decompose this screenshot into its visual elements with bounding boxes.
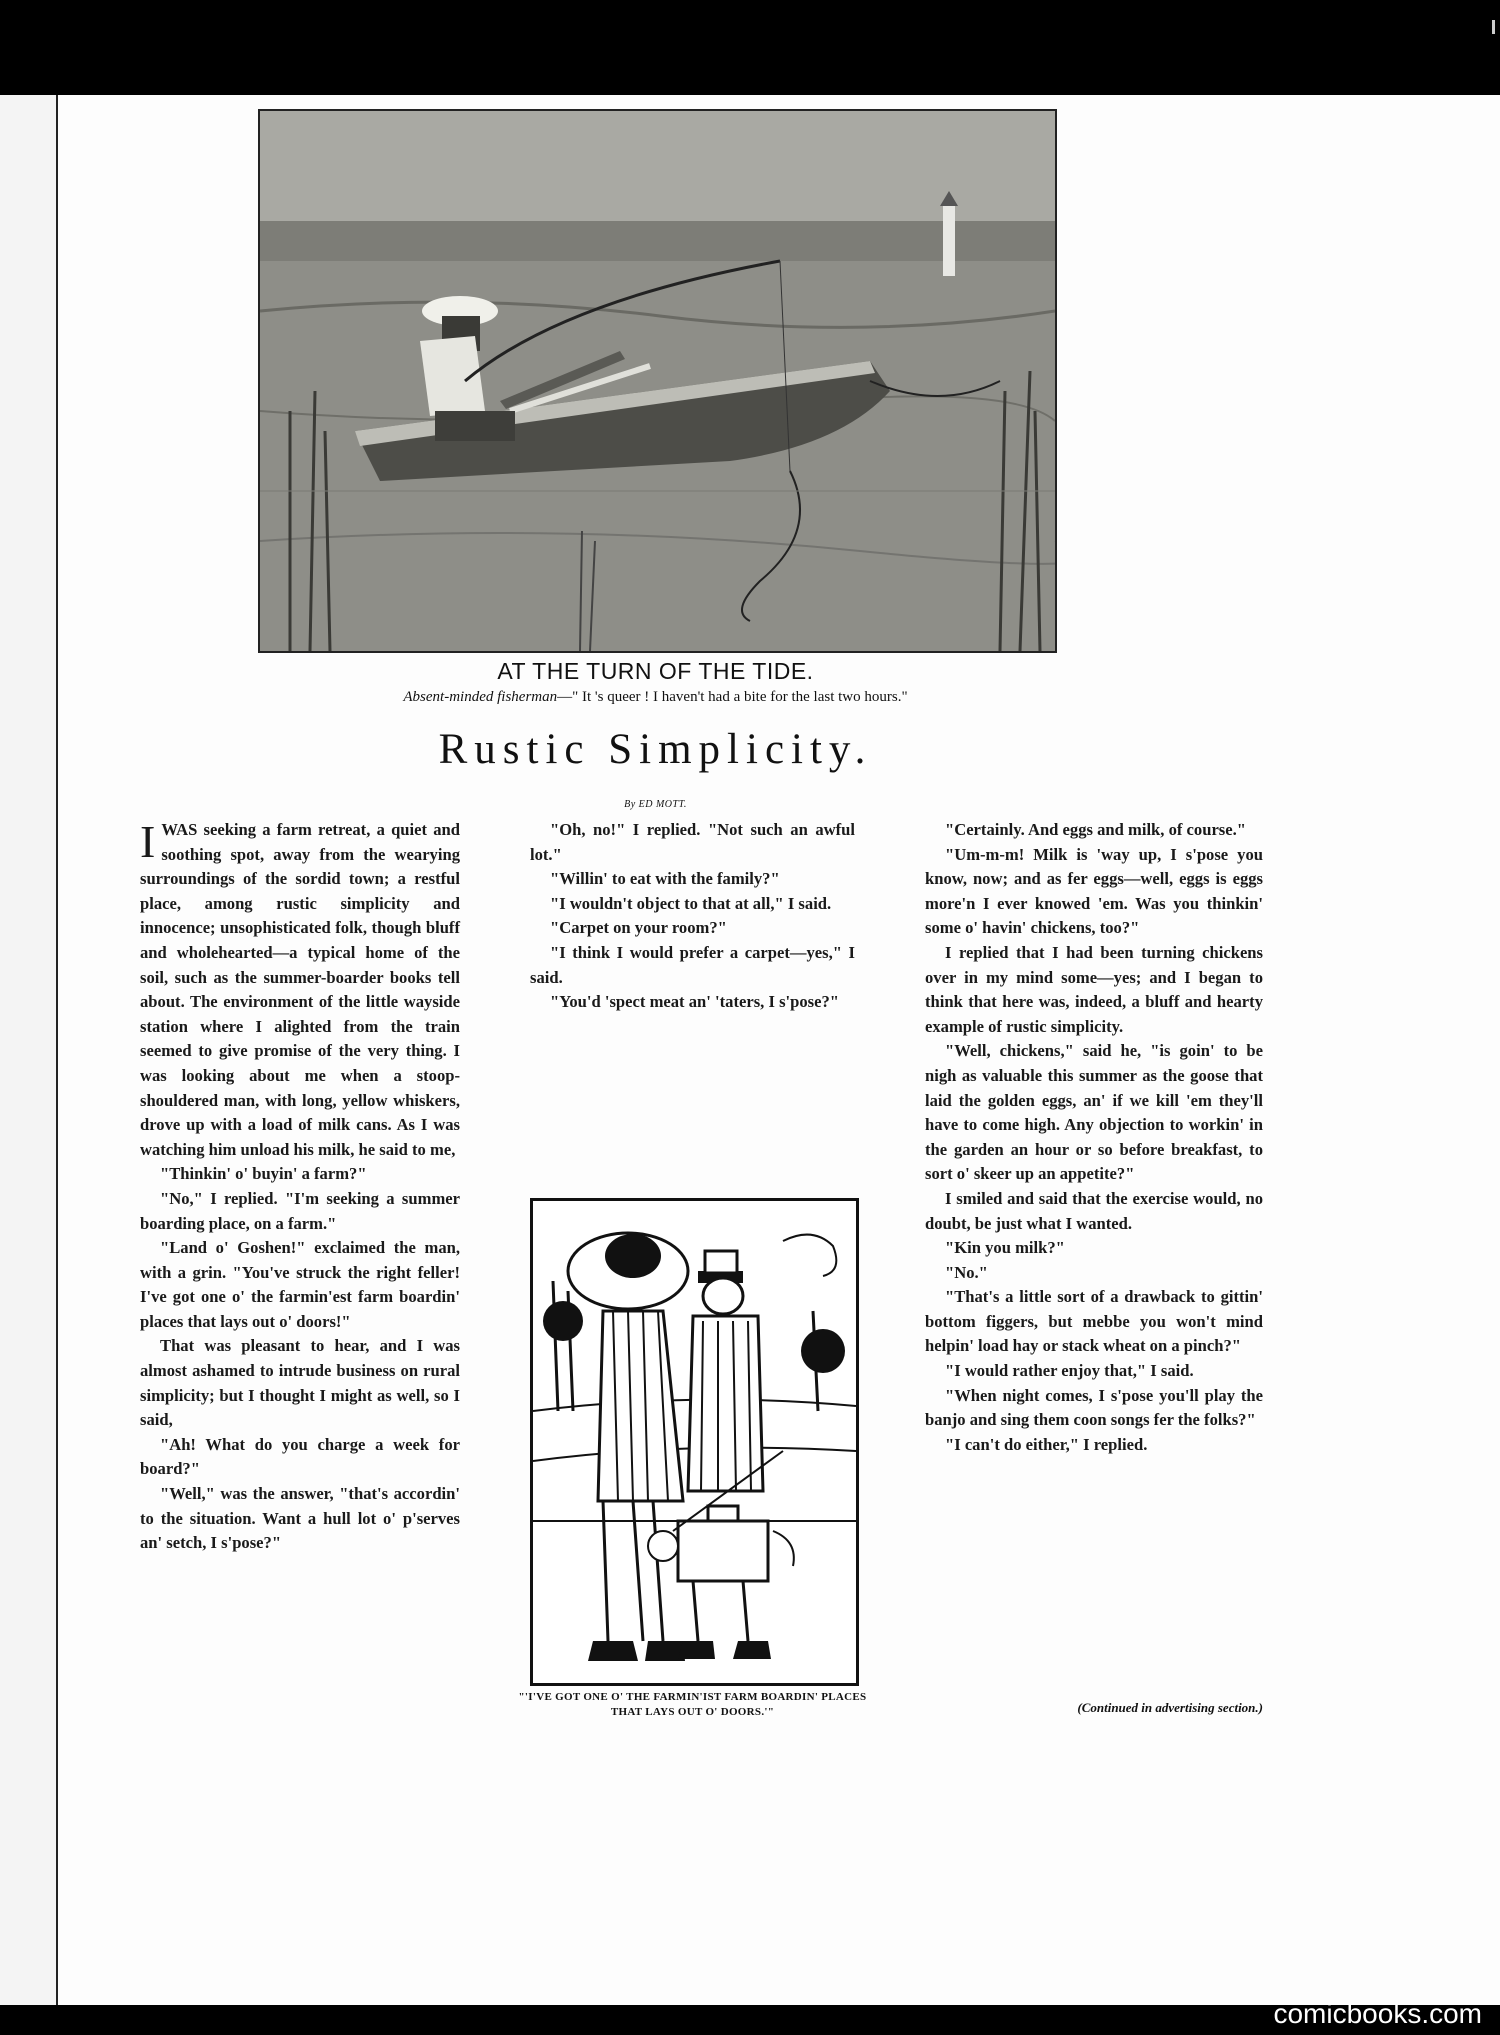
byline: By ED MOTT. (624, 799, 687, 810)
continued-note: (Continued in advertising section.) (1077, 1700, 1263, 1715)
paragraph: "Thinkin' o' buyin' a farm?" (160, 1164, 367, 1184)
illustration-caption (258, 689, 1053, 706)
fisherman-illustration (258, 109, 1057, 653)
paragraph: "When night comes, I s'pose you'll play the banjo and sing them coon songs fer the folks?" (925, 1385, 1263, 1430)
paragraph: "Um-m-m! Milk is 'way up, I s'pose you know, now; and as fer eggs—well, eggs is eggs more'n I ever knowed 'em. Was you thinkin' some o' havin' chickens, too?" (925, 844, 1263, 938)
paragraph: I smiled and said that the exercise would, no doubt, be just what I wanted. (925, 1188, 1263, 1233)
article-title: Rustic Simplicity. (438, 726, 873, 773)
column-middle (530, 818, 855, 1015)
paragraph: "I would rather enjoy that," I said. (945, 1361, 1194, 1381)
paragraph: "Ah! What do you charge a week for board?" (140, 1434, 460, 1479)
paragraph: "Oh, no!" I replied. "Not such an awful lot." (530, 820, 855, 864)
caption-quote-text: —" It 's queer ! I haven't had a bite for the last two hours." (557, 689, 908, 705)
page-spine (0, 95, 58, 2005)
paragraph: That was pleasant to hear, and I was almost ashamed to intrude business on rural simplicity; but I thought I might as well, so I said, (140, 1336, 460, 1430)
paragraph: "That's a little sort of a drawback to gittin' bottom figgers, but mebbe you won't mind helpin' load hay or stack wheat on a pinch?" (925, 1287, 1263, 1356)
paragraph: "Carpet on your room?" (550, 918, 727, 938)
paragraph: "No." (945, 1262, 988, 1282)
paragraph: "I think I would prefer a carpet—yes," I said. (530, 942, 855, 987)
cartoon-caption: "'I'VE GOT ONE O' THE FARMIN'IST FARM BOARDIN' PLACES THAT LAYS OUT O' DOORS.'" (518, 1691, 867, 1718)
paragraph: "Well, chickens," said he, "is goin' to be nigh as valuable this summer as the goose that laid the golden eggs, an' if we kill 'em they'll have to come high. Any objection to workin' in the garden an hour or so before breakfast, to sort o' skeer up an appetite?" (925, 1041, 1263, 1184)
paragraph: "Kin you milk?" (945, 1238, 1065, 1258)
paragraph: "No," I replied. "I'm seeking a summer boarding place, on a farm." (140, 1188, 460, 1233)
edge-mark (1492, 20, 1495, 34)
paragraph: "I wouldn't object to that at all," I said. (550, 893, 832, 913)
drop-cap: I (140, 816, 156, 867)
illustration-title: AT THE TURN OF THE TIDE. (497, 658, 814, 684)
column-left (140, 818, 460, 1556)
caption-speaker: Absent-minded fisherman (403, 689, 558, 705)
column-right (925, 818, 1263, 1457)
paragraph: "Willin' to eat with the family?" (550, 869, 780, 889)
paragraph: "Certainly. And eggs and milk, of course." (945, 820, 1246, 839)
cartoon-illustration (530, 1198, 859, 1686)
watermark: comicbooks.com (1273, 1998, 1482, 2029)
paragraph: IWAS seeking a farm retreat, a quiet and soothing spot, away from the wearying surroundings of the sordid town; a restful place, among rustic simplicity and innocence; unsophisticated folk, though bluff and wholehearted—a typical home of the soil, such as the summer-boarder books tell about. The environment of the little wayside station where I alighted from the train seemed to give promise of the very thing. I was looking about me when a stoop-shouldered man, with long, yellow whiskers, drove up with a load of milk cans. As I was watching him unload his milk, he said to me, (140, 816, 460, 1159)
paragraph: "Well," was the answer, "that's accordin' to the situation. Want a hull lot o' p'serves an' setch, I s'pose?" (140, 1484, 460, 1553)
paragraph: "You'd 'spect meat an' 'taters, I s'pose?" (550, 992, 839, 1012)
paragraph: "Land o' Goshen!" exclaimed the man, with a grin. "You've struck the right feller! I've got one o' the farmin'est farm boardin' places that lays out o' doors!" (140, 1238, 460, 1331)
paragraph: I replied that I had been turning chickens over in my mind some—yes; and I began to think that here was, indeed, a bluff and hearty example of rustic simplicity. (925, 942, 1263, 1036)
paragraph: "I can't do either," I replied. (945, 1434, 1148, 1454)
